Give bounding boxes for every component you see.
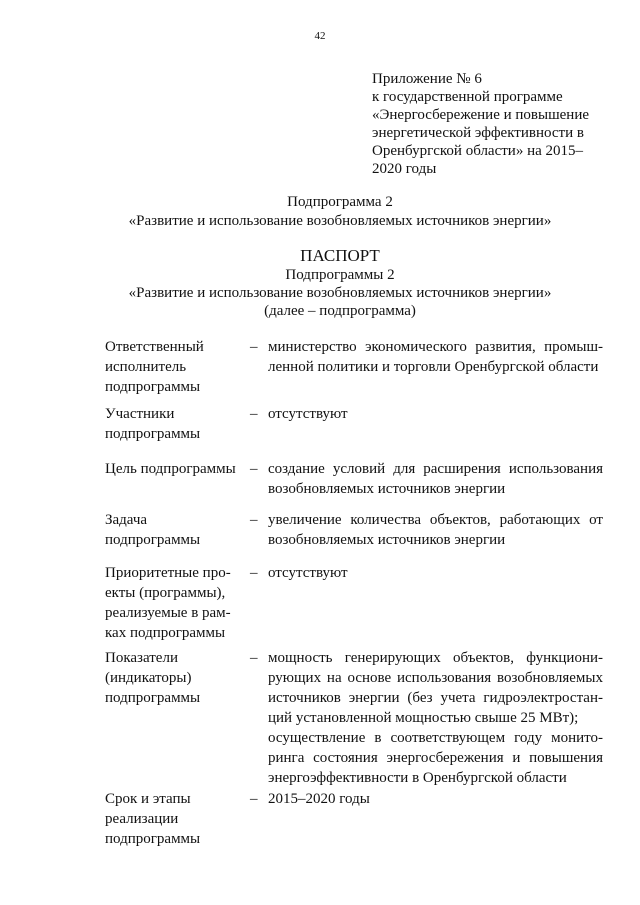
appendix-line: к государственной программе <box>372 89 563 105</box>
row-label <box>105 510 245 550</box>
row-value <box>268 337 603 377</box>
value-line: возобновляемых источников энергии <box>268 532 506 548</box>
value-line: министерство экономического развития, промыш- <box>268 339 603 355</box>
row-value <box>268 404 603 424</box>
label-line: исполнитель <box>105 359 187 375</box>
label-line: подпрограммы <box>105 426 201 442</box>
subprogram-title: Подпрограмма 2 <box>287 194 393 210</box>
value-line: ленной политики и торговли Оренбургской области <box>268 359 599 375</box>
label-line: Задача <box>105 512 148 528</box>
row-dash: – <box>250 406 258 422</box>
value-line: возобновляемых источников энергии <box>268 481 506 497</box>
row-dash: – <box>250 461 258 477</box>
row-label <box>105 337 245 397</box>
row-label <box>105 459 245 479</box>
value-line: источников энергии (без учета гидроэлектростан- <box>268 690 603 706</box>
value-line: 2015–2020 годы <box>268 791 370 807</box>
label-line: Показатели <box>105 650 178 666</box>
row-dash: – <box>250 791 258 807</box>
row-value <box>268 789 603 809</box>
row-dash: – <box>250 565 258 581</box>
value-line: ринга состояния энергосбережения и повышения <box>268 750 603 766</box>
passport-name: «Развитие и использование возобновляемых источников энергии» <box>128 285 552 301</box>
value-line: осуществление в соответствующем году монито- <box>268 730 603 746</box>
label-line: подпрограммы <box>105 532 201 548</box>
label-line: Приоритетные про- <box>105 565 231 581</box>
page-number: 42 <box>314 30 326 42</box>
row-dash: – <box>250 650 258 666</box>
subprogram-name: «Развитие и использование возобновляемых источников энергии» <box>128 213 552 229</box>
label-line: ках подпрограммы <box>105 625 226 641</box>
label-line: екты (программы), <box>105 585 226 601</box>
row-value <box>268 563 603 583</box>
appendix-line: 2020 годы <box>372 161 437 177</box>
row-label <box>105 789 245 849</box>
row-label <box>105 563 245 643</box>
value-line: мощность генерирующих объектов, функциони- <box>268 650 603 666</box>
label-line: реализации <box>105 811 179 827</box>
value-line: отсутствуют <box>268 565 348 581</box>
label-line: реализуемые в рам- <box>105 605 231 621</box>
value-line: отсутствуют <box>268 406 348 422</box>
row-value <box>268 510 603 550</box>
label-line: подпрограммы <box>105 379 201 395</box>
row-value <box>268 648 603 788</box>
appendix-header <box>372 70 602 178</box>
row-label <box>105 404 245 444</box>
label-line: подпрограммы <box>105 831 201 847</box>
appendix-line: «Энергосбережение и повышение <box>372 107 590 123</box>
label-line: Участники <box>105 406 175 422</box>
value-line: увеличение количества объектов, работающих от <box>268 512 603 528</box>
value-line: рующих на основе использования возобновляемых <box>268 670 603 686</box>
appendix-line: энергетической эффективности в <box>372 125 584 141</box>
value-line: энергоэффективности в Оренбургской области <box>268 770 567 786</box>
appendix-line: Оренбургской области» на 2015– <box>372 143 584 159</box>
label-line: Цель подпрограммы <box>105 461 236 477</box>
value-line: ций установленной мощностью свыше 25 МВт); <box>268 710 579 726</box>
appendix-line: Приложение № 6 <box>372 71 482 87</box>
passport-subheading: Подпрограммы 2 <box>285 267 395 283</box>
row-dash: – <box>250 512 258 528</box>
row-dash: – <box>250 339 258 355</box>
label-line: (индикаторы) <box>105 670 192 686</box>
label-line: Ответственный <box>105 339 204 355</box>
row-label <box>105 648 245 708</box>
label-line: подпрограммы <box>105 690 201 706</box>
row-value <box>268 459 603 499</box>
passport-heading: ПАСПОРТ <box>300 246 380 265</box>
passport-note: (далее – подпрограмма) <box>264 303 416 319</box>
label-line: Срок и этапы <box>105 791 191 807</box>
value-line: создание условий для расширения использования <box>268 461 603 477</box>
